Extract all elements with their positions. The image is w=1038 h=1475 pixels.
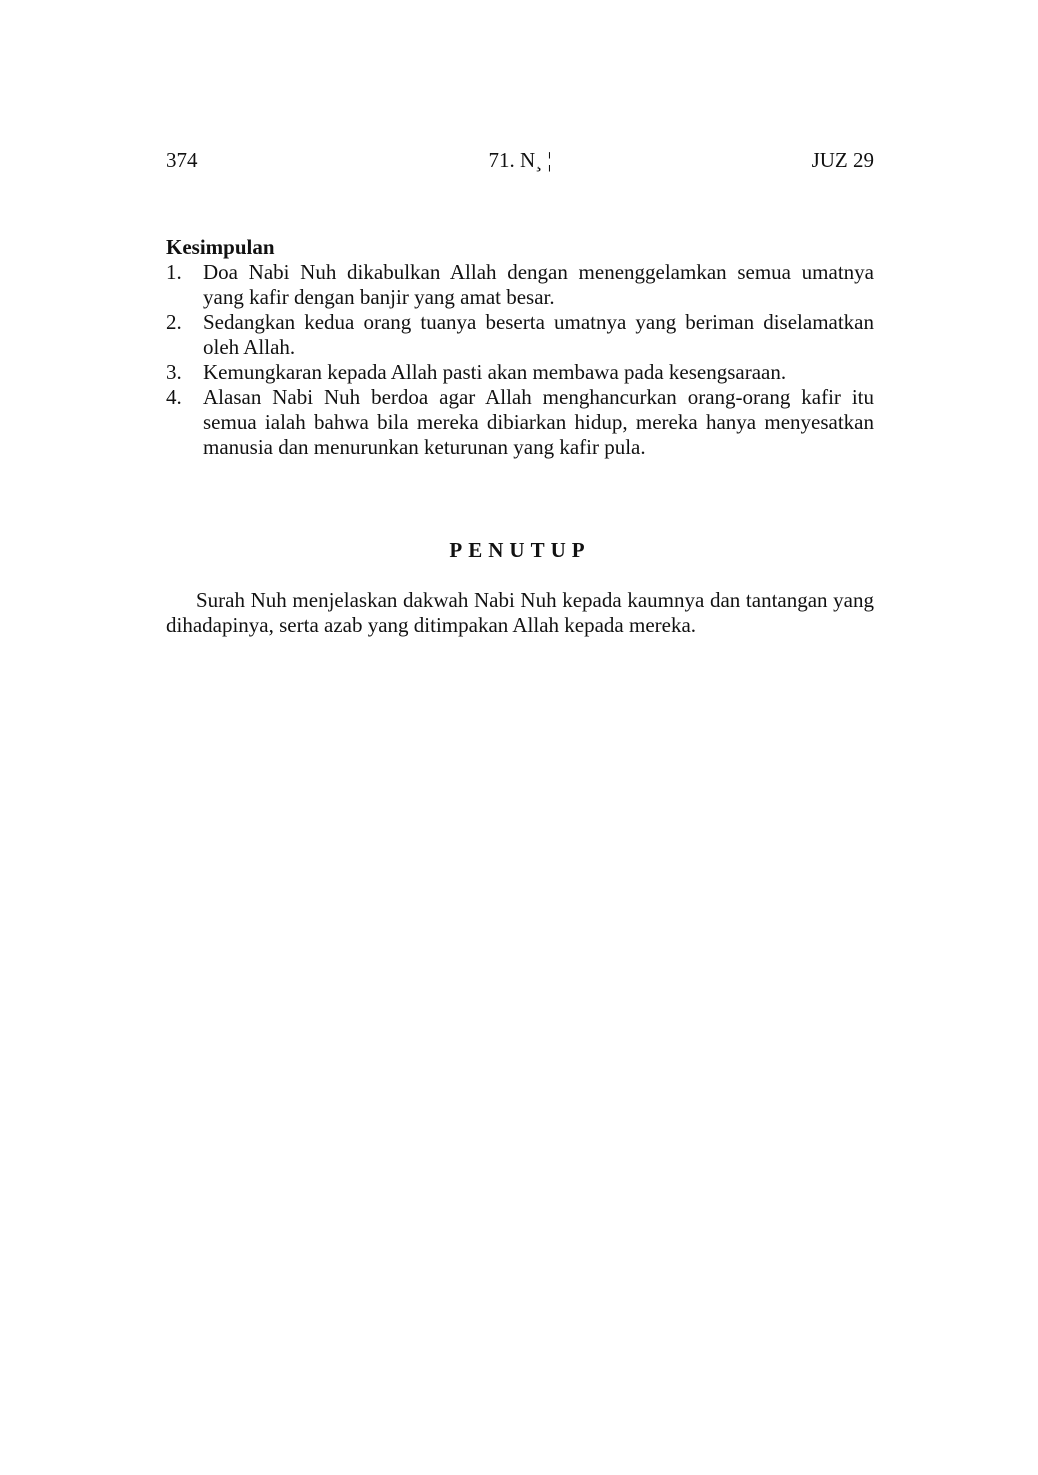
conclusion-item-1: [166, 260, 874, 310]
conclusion-list: [166, 260, 874, 460]
running-header: [166, 146, 874, 174]
juz-label: JUZ 29: [811, 148, 874, 172]
conclusion-item-4: [166, 385, 874, 460]
conclusion-item-3: [166, 360, 874, 385]
document-page: [166, 0, 874, 1475]
item-number: 3.: [166, 360, 182, 384]
item-number: 4.: [166, 385, 182, 409]
surah-title: 71. N¸ ¦: [488, 148, 552, 172]
page-number: 374: [166, 148, 198, 172]
item-number: 1.: [166, 260, 182, 284]
item-text: Kemungkaran kepada Allah pasti akan membawa pada kesengsaraan.: [203, 360, 787, 384]
closing-heading: PENUTUP: [449, 538, 591, 562]
item-text: Alasan Nabi Nuh berdoa agar Allah menghancurkan orang-orang kafir itu semua ialah bahwa bila mereka dibiarkan hidup, mereka hanya menyesatkan manusia dan menurunkan keturunan yang kafir pula.: [203, 385, 874, 459]
item-number: 2.: [166, 310, 182, 334]
closing-paragraph: Surah Nuh menjelaskan dakwah Nabi Nuh kepada kaumnya dan tantangan yang dihadapinya, serta azab yang ditimpakan Allah kepada mereka.: [166, 588, 874, 637]
item-text: Doa Nabi Nuh dikabulkan Allah dengan menenggelamkan semua umatnya yang kafir dengan banjir yang amat besar.: [203, 260, 874, 309]
item-text: Sedangkan kedua orang tuanya beserta umatnya yang beriman diselamatkan oleh Allah.: [203, 310, 874, 359]
conclusion-heading: Kesimpulan: [166, 235, 275, 259]
conclusion-item-2: [166, 310, 874, 360]
